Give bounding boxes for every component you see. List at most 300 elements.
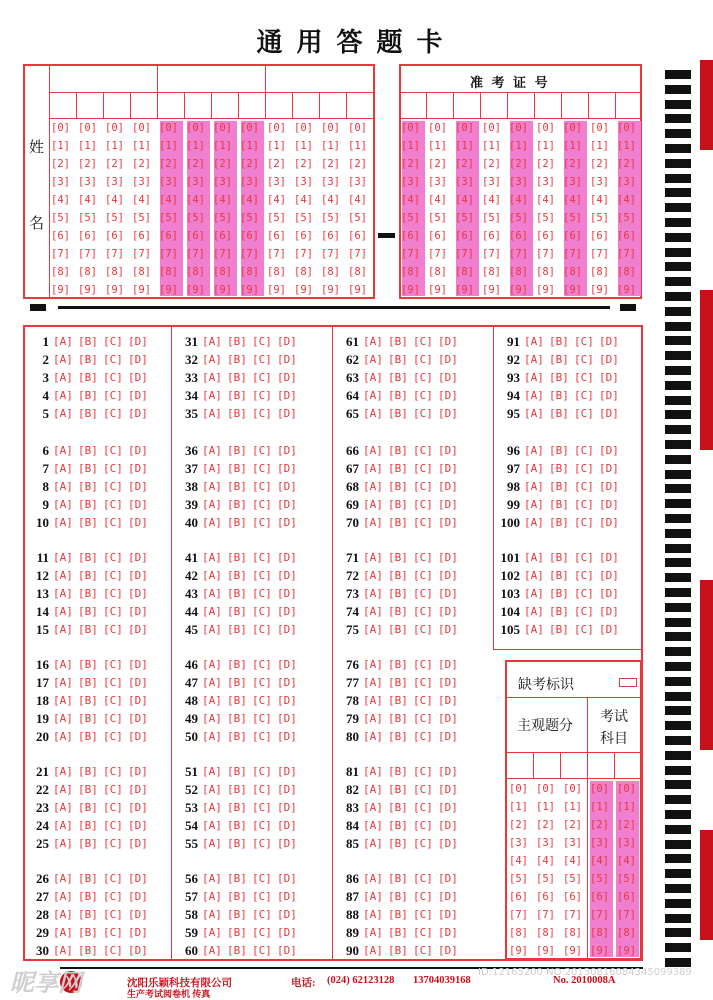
answer-bubble[interactable]: [B] — [388, 516, 408, 529]
name-digit-bubble[interactable]: [2] — [348, 158, 367, 170]
answer-bubble[interactable]: [B] — [549, 498, 569, 511]
answer-bubble[interactable]: [D] — [277, 712, 297, 725]
answer-bubble[interactable]: [D] — [277, 658, 297, 671]
answer-bubble[interactable]: [A] — [363, 783, 383, 796]
answer-bubble[interactable]: [A] — [363, 908, 383, 921]
answer-bubble[interactable]: [C] — [413, 335, 433, 348]
answer-bubble[interactable]: [A] — [363, 712, 383, 725]
answer-bubble[interactable]: [B] — [78, 623, 98, 636]
subject-digit-bubble[interactable]: [2] — [536, 819, 555, 831]
answer-bubble[interactable]: [C] — [252, 569, 272, 582]
answer-bubble[interactable]: [D] — [128, 944, 148, 957]
answer-bubble[interactable]: [A] — [53, 444, 73, 457]
answer-bubble[interactable]: [B] — [227, 516, 247, 529]
answer-bubble[interactable]: [A] — [363, 480, 383, 493]
answer-bubble[interactable]: [B] — [227, 498, 247, 511]
answer-bubble[interactable]: [B] — [549, 605, 569, 618]
admission-digit-bubble[interactable]: [8] — [428, 266, 447, 278]
answer-bubble[interactable]: [D] — [277, 801, 297, 814]
answer-bubble[interactable]: [A] — [53, 944, 73, 957]
answer-bubble[interactable]: [B] — [227, 694, 247, 707]
answer-bubble[interactable]: [A] — [53, 335, 73, 348]
answer-bubble[interactable]: [C] — [252, 353, 272, 366]
subject-digit-bubble[interactable]: [7] — [536, 909, 555, 921]
answer-bubble[interactable]: [A] — [524, 480, 544, 493]
answer-bubble[interactable]: [D] — [599, 551, 619, 564]
answer-bubble[interactable]: [B] — [388, 837, 408, 850]
name-digit-bubble[interactable]: [4] — [321, 194, 340, 206]
answer-bubble[interactable]: [B] — [78, 712, 98, 725]
answer-bubble[interactable]: [B] — [227, 890, 247, 903]
answer-bubble[interactable]: [B] — [227, 462, 247, 475]
subject-digit-bubble[interactable]: [0] — [509, 783, 528, 795]
admission-digit-bubble[interactable]: [0] — [482, 122, 501, 134]
name-digit-bubble[interactable]: [4] — [78, 194, 97, 206]
answer-bubble[interactable]: [C] — [252, 712, 272, 725]
subject-digit-bubble[interactable]: [4] — [590, 855, 609, 867]
admission-digit-bubble[interactable]: [5] — [509, 212, 528, 224]
name-digit-bubble[interactable]: [0] — [240, 122, 259, 134]
name-digit-bubble[interactable]: [1] — [321, 140, 340, 152]
answer-bubble[interactable]: [C] — [103, 335, 123, 348]
name-digit-bubble[interactable]: [2] — [240, 158, 259, 170]
answer-bubble[interactable]: [B] — [388, 551, 408, 564]
subject-digit-bubble[interactable]: [2] — [563, 819, 582, 831]
answer-bubble[interactable]: [B] — [549, 444, 569, 457]
answer-bubble[interactable]: [A] — [53, 587, 73, 600]
answer-bubble[interactable]: [D] — [277, 551, 297, 564]
answer-bubble[interactable]: [D] — [438, 389, 458, 402]
answer-bubble[interactable]: [D] — [128, 658, 148, 671]
answer-bubble[interactable]: [D] — [438, 801, 458, 814]
answer-bubble[interactable]: [D] — [438, 623, 458, 636]
answer-bubble[interactable]: [C] — [252, 730, 272, 743]
answer-bubble[interactable]: [B] — [78, 837, 98, 850]
answer-bubble[interactable]: [D] — [277, 926, 297, 939]
answer-bubble[interactable]: [C] — [413, 676, 433, 689]
name-digit-bubble[interactable]: [6] — [159, 230, 178, 242]
answer-bubble[interactable]: [A] — [202, 872, 222, 885]
name-digit-bubble[interactable]: [3] — [132, 176, 151, 188]
answer-bubble[interactable]: [A] — [524, 462, 544, 475]
subject-digit-bubble[interactable]: [4] — [536, 855, 555, 867]
answer-bubble[interactable]: [D] — [599, 587, 619, 600]
answer-bubble[interactable]: [A] — [202, 516, 222, 529]
answer-bubble[interactable]: [A] — [363, 335, 383, 348]
answer-bubble[interactable]: [D] — [599, 371, 619, 384]
name-digit-bubble[interactable]: [9] — [321, 284, 340, 296]
admission-digit-bubble[interactable]: [4] — [536, 194, 555, 206]
answer-bubble[interactable]: [A] — [53, 480, 73, 493]
admission-digit-bubble[interactable]: [0] — [401, 122, 420, 134]
answer-bubble[interactable]: [D] — [438, 890, 458, 903]
subject-digit-bubble[interactable]: [5] — [536, 873, 555, 885]
answer-bubble[interactable]: [C] — [103, 407, 123, 420]
name-digit-bubble[interactable]: [5] — [132, 212, 151, 224]
admission-digit-bubble[interactable]: [3] — [482, 176, 501, 188]
name-digit-bubble[interactable]: [6] — [213, 230, 232, 242]
answer-bubble[interactable]: [C] — [103, 605, 123, 618]
answer-bubble[interactable]: [A] — [202, 480, 222, 493]
admission-digit-bubble[interactable]: [2] — [482, 158, 501, 170]
answer-bubble[interactable]: [A] — [524, 551, 544, 564]
answer-bubble[interactable]: [B] — [78, 676, 98, 689]
answer-bubble[interactable]: [B] — [78, 587, 98, 600]
answer-bubble[interactable]: [D] — [438, 712, 458, 725]
name-digit-bubble[interactable]: [3] — [267, 176, 286, 188]
admission-digit-bubble[interactable]: [6] — [428, 230, 447, 242]
answer-bubble[interactable]: [D] — [128, 908, 148, 921]
answer-bubble[interactable]: [A] — [363, 587, 383, 600]
answer-bubble[interactable]: [A] — [524, 407, 544, 420]
name-digit-bubble[interactable]: [1] — [213, 140, 232, 152]
answer-bubble[interactable]: [A] — [53, 765, 73, 778]
admission-digit-bubble[interactable]: [0] — [428, 122, 447, 134]
answer-bubble[interactable]: [B] — [549, 516, 569, 529]
answer-bubble[interactable]: [D] — [128, 837, 148, 850]
admission-digit-bubble[interactable]: [4] — [455, 194, 474, 206]
subject-digit-bubble[interactable]: [1] — [536, 801, 555, 813]
answer-bubble[interactable]: [B] — [78, 462, 98, 475]
subject-digit-bubble[interactable]: [8] — [563, 927, 582, 939]
answer-bubble[interactable]: [D] — [128, 819, 148, 832]
answer-bubble[interactable]: [B] — [227, 569, 247, 582]
admission-digit-bubble[interactable]: [8] — [617, 266, 636, 278]
admission-digit-bubble[interactable]: [5] — [590, 212, 609, 224]
admission-digit-bubble[interactable]: [3] — [617, 176, 636, 188]
answer-bubble[interactable]: [D] — [128, 569, 148, 582]
name-digit-bubble[interactable]: [1] — [159, 140, 178, 152]
admission-digit-bubble[interactable]: [7] — [590, 248, 609, 260]
answer-bubble[interactable]: [C] — [413, 908, 433, 921]
answer-bubble[interactable]: [D] — [438, 837, 458, 850]
answer-bubble[interactable]: [B] — [78, 407, 98, 420]
subject-digit-bubble[interactable]: [6] — [536, 891, 555, 903]
answer-bubble[interactable]: [C] — [574, 498, 594, 511]
answer-bubble[interactable]: [A] — [53, 801, 73, 814]
name-digit-bubble[interactable]: [0] — [78, 122, 97, 134]
answer-bubble[interactable]: [C] — [574, 587, 594, 600]
answer-bubble[interactable]: [C] — [413, 890, 433, 903]
answer-bubble[interactable]: [C] — [413, 516, 433, 529]
answer-bubble[interactable]: [C] — [574, 353, 594, 366]
answer-bubble[interactable]: [D] — [599, 480, 619, 493]
answer-bubble[interactable]: [C] — [413, 587, 433, 600]
answer-bubble[interactable]: [A] — [363, 605, 383, 618]
answer-bubble[interactable]: [C] — [574, 480, 594, 493]
answer-bubble[interactable]: [C] — [103, 712, 123, 725]
answer-bubble[interactable]: [D] — [599, 569, 619, 582]
answer-bubble[interactable]: [A] — [53, 676, 73, 689]
answer-bubble[interactable]: [A] — [363, 353, 383, 366]
name-digit-bubble[interactable]: [5] — [294, 212, 313, 224]
answer-bubble[interactable]: [D] — [128, 444, 148, 457]
answer-bubble[interactable]: [D] — [128, 890, 148, 903]
admission-digit-bubble[interactable]: [1] — [455, 140, 474, 152]
answer-bubble[interactable]: [D] — [599, 462, 619, 475]
subject-digit-bubble[interactable]: [2] — [617, 819, 636, 831]
name-digit-bubble[interactable]: [7] — [240, 248, 259, 260]
admission-digit-bubble[interactable]: [9] — [455, 284, 474, 296]
answer-bubble[interactable]: [D] — [438, 944, 458, 957]
answer-bubble[interactable]: [B] — [227, 587, 247, 600]
answer-bubble[interactable]: [C] — [252, 389, 272, 402]
answer-bubble[interactable]: [D] — [128, 389, 148, 402]
admission-digit-bubble[interactable]: [2] — [563, 158, 582, 170]
admission-digit-bubble[interactable]: [2] — [590, 158, 609, 170]
name-digit-bubble[interactable]: [5] — [186, 212, 205, 224]
name-digit-bubble[interactable]: [6] — [294, 230, 313, 242]
answer-bubble[interactable]: [C] — [252, 926, 272, 939]
admission-digit-bubble[interactable]: [0] — [455, 122, 474, 134]
name-digit-bubble[interactable]: [6] — [267, 230, 286, 242]
answer-bubble[interactable]: [C] — [252, 623, 272, 636]
admission-digit-bubble[interactable]: [0] — [563, 122, 582, 134]
answer-bubble[interactable]: [B] — [388, 926, 408, 939]
subject-digit-bubble[interactable]: [4] — [509, 855, 528, 867]
answer-bubble[interactable]: [A] — [202, 353, 222, 366]
answer-bubble[interactable]: [D] — [277, 407, 297, 420]
answer-bubble[interactable]: [C] — [252, 498, 272, 511]
answer-bubble[interactable]: [D] — [277, 569, 297, 582]
answer-bubble[interactable]: [A] — [524, 389, 544, 402]
answer-bubble[interactable]: [A] — [53, 837, 73, 850]
subject-digit-bubble[interactable]: [3] — [617, 837, 636, 849]
name-digit-bubble[interactable]: [9] — [348, 284, 367, 296]
name-digit-bubble[interactable]: [2] — [267, 158, 286, 170]
admission-digit-bubble[interactable]: [3] — [563, 176, 582, 188]
answer-bubble[interactable]: [A] — [53, 694, 73, 707]
answer-bubble[interactable]: [A] — [524, 444, 544, 457]
answer-bubble[interactable]: [C] — [252, 872, 272, 885]
admission-digit-bubble[interactable]: [8] — [536, 266, 555, 278]
answer-bubble[interactable]: [C] — [413, 371, 433, 384]
admission-digit-bubble[interactable]: [3] — [509, 176, 528, 188]
answer-bubble[interactable]: [C] — [252, 819, 272, 832]
answer-bubble[interactable]: [D] — [438, 371, 458, 384]
answer-bubble[interactable]: [B] — [78, 551, 98, 564]
answer-bubble[interactable]: [C] — [574, 462, 594, 475]
answer-bubble[interactable]: [B] — [227, 480, 247, 493]
answer-bubble[interactable]: [C] — [252, 462, 272, 475]
name-digit-bubble[interactable]: [0] — [132, 122, 151, 134]
answer-bubble[interactable]: [C] — [252, 516, 272, 529]
answer-bubble[interactable]: [B] — [388, 389, 408, 402]
subject-digit-bubble[interactable]: [8] — [509, 927, 528, 939]
answer-bubble[interactable]: [C] — [252, 801, 272, 814]
answer-bubble[interactable]: [D] — [277, 371, 297, 384]
answer-bubble[interactable]: [C] — [252, 480, 272, 493]
admission-digit-bubble[interactable]: [0] — [536, 122, 555, 134]
name-digit-bubble[interactable]: [9] — [240, 284, 259, 296]
name-digit-bubble[interactable]: [6] — [51, 230, 70, 242]
answer-bubble[interactable]: [B] — [227, 444, 247, 457]
answer-bubble[interactable]: [B] — [78, 801, 98, 814]
answer-bubble[interactable]: [A] — [363, 819, 383, 832]
answer-bubble[interactable]: [C] — [103, 516, 123, 529]
admission-digit-bubble[interactable]: [6] — [563, 230, 582, 242]
answer-bubble[interactable]: [B] — [388, 908, 408, 921]
answer-bubble[interactable]: [A] — [524, 498, 544, 511]
answer-bubble[interactable]: [D] — [277, 353, 297, 366]
answer-bubble[interactable]: [A] — [363, 658, 383, 671]
answer-bubble[interactable]: [D] — [128, 694, 148, 707]
admission-digit-bubble[interactable]: [9] — [509, 284, 528, 296]
answer-bubble[interactable]: [B] — [78, 926, 98, 939]
answer-bubble[interactable]: [A] — [202, 837, 222, 850]
answer-bubble[interactable]: [D] — [128, 498, 148, 511]
answer-bubble[interactable]: [A] — [202, 407, 222, 420]
subject-digit-bubble[interactable]: [1] — [509, 801, 528, 813]
admission-digit-bubble[interactable]: [9] — [590, 284, 609, 296]
admission-digit-bubble[interactable]: [8] — [509, 266, 528, 278]
admission-digit-bubble[interactable]: [3] — [428, 176, 447, 188]
answer-bubble[interactable]: [A] — [524, 587, 544, 600]
answer-bubble[interactable]: [B] — [78, 872, 98, 885]
answer-bubble[interactable]: [D] — [599, 389, 619, 402]
answer-bubble[interactable]: [C] — [103, 353, 123, 366]
answer-bubble[interactable]: [C] — [103, 498, 123, 511]
answer-bubble[interactable]: [A] — [363, 498, 383, 511]
answer-bubble[interactable]: [B] — [549, 335, 569, 348]
answer-bubble[interactable]: [D] — [599, 353, 619, 366]
answer-bubble[interactable]: [C] — [574, 551, 594, 564]
subject-digit-bubble[interactable]: [6] — [509, 891, 528, 903]
name-digit-bubble[interactable]: [8] — [267, 266, 286, 278]
name-digit-bubble[interactable]: [3] — [321, 176, 340, 188]
name-digit-bubble[interactable]: [6] — [105, 230, 124, 242]
name-digit-bubble[interactable]: [1] — [105, 140, 124, 152]
answer-bubble[interactable]: [B] — [227, 676, 247, 689]
admission-digit-bubble[interactable]: [7] — [563, 248, 582, 260]
name-digit-bubble[interactable]: [9] — [105, 284, 124, 296]
answer-bubble[interactable]: [D] — [128, 353, 148, 366]
name-digit-bubble[interactable]: [7] — [78, 248, 97, 260]
answer-bubble[interactable]: [D] — [438, 765, 458, 778]
answer-bubble[interactable]: [A] — [524, 335, 544, 348]
answer-bubble[interactable]: [A] — [202, 819, 222, 832]
answer-bubble[interactable]: [B] — [227, 712, 247, 725]
subject-digit-bubble[interactable]: [3] — [536, 837, 555, 849]
answer-bubble[interactable]: [D] — [438, 444, 458, 457]
admission-digit-bubble[interactable]: [4] — [590, 194, 609, 206]
answer-bubble[interactable]: [D] — [599, 407, 619, 420]
admission-digit-bubble[interactable]: [2] — [401, 158, 420, 170]
answer-bubble[interactable]: [C] — [103, 944, 123, 957]
name-digit-bubble[interactable]: [3] — [51, 176, 70, 188]
answer-bubble[interactable]: [B] — [227, 623, 247, 636]
subject-digit-bubble[interactable]: [6] — [617, 891, 636, 903]
answer-bubble[interactable]: [B] — [78, 498, 98, 511]
admission-digit-bubble[interactable]: [5] — [455, 212, 474, 224]
admission-digit-bubble[interactable]: [6] — [401, 230, 420, 242]
admission-digit-bubble[interactable]: [0] — [509, 122, 528, 134]
answer-bubble[interactable]: [C] — [252, 944, 272, 957]
name-digit-bubble[interactable]: [4] — [240, 194, 259, 206]
answer-bubble[interactable]: [D] — [128, 480, 148, 493]
name-digit-bubble[interactable]: [5] — [78, 212, 97, 224]
answer-bubble[interactable]: [A] — [202, 730, 222, 743]
admission-digit-bubble[interactable]: [3] — [455, 176, 474, 188]
name-digit-bubble[interactable]: [7] — [51, 248, 70, 260]
answer-bubble[interactable]: [C] — [252, 444, 272, 457]
answer-bubble[interactable]: [B] — [227, 908, 247, 921]
subject-digit-bubble[interactable]: [8] — [590, 927, 609, 939]
admission-digit-bubble[interactable]: [0] — [617, 122, 636, 134]
answer-bubble[interactable]: [B] — [227, 801, 247, 814]
answer-bubble[interactable]: [C] — [413, 712, 433, 725]
answer-bubble[interactable]: [B] — [388, 712, 408, 725]
admission-digit-bubble[interactable]: [4] — [563, 194, 582, 206]
answer-bubble[interactable]: [A] — [202, 801, 222, 814]
answer-bubble[interactable]: [B] — [78, 944, 98, 957]
answer-bubble[interactable]: [D] — [438, 658, 458, 671]
answer-bubble[interactable]: [A] — [53, 623, 73, 636]
answer-bubble[interactable]: [D] — [128, 676, 148, 689]
answer-bubble[interactable]: [A] — [53, 353, 73, 366]
subject-digit-bubble[interactable]: [4] — [617, 855, 636, 867]
answer-bubble[interactable]: [A] — [202, 783, 222, 796]
answer-bubble[interactable]: [A] — [53, 872, 73, 885]
name-digit-bubble[interactable]: [6] — [348, 230, 367, 242]
admission-digit-bubble[interactable]: [6] — [509, 230, 528, 242]
answer-bubble[interactable]: [B] — [549, 389, 569, 402]
answer-bubble[interactable]: [C] — [252, 837, 272, 850]
answer-bubble[interactable]: [B] — [549, 407, 569, 420]
name-digit-bubble[interactable]: [4] — [348, 194, 367, 206]
answer-bubble[interactable]: [A] — [363, 516, 383, 529]
answer-bubble[interactable]: [C] — [103, 569, 123, 582]
name-digit-bubble[interactable]: [1] — [132, 140, 151, 152]
answer-bubble[interactable]: [B] — [388, 371, 408, 384]
name-digit-bubble[interactable]: [1] — [78, 140, 97, 152]
answer-bubble[interactable]: [B] — [388, 819, 408, 832]
answer-bubble[interactable]: [D] — [438, 926, 458, 939]
name-digit-bubble[interactable]: [0] — [213, 122, 232, 134]
answer-bubble[interactable]: [A] — [53, 389, 73, 402]
name-digit-bubble[interactable]: [7] — [186, 248, 205, 260]
name-digit-bubble[interactable]: [3] — [240, 176, 259, 188]
answer-bubble[interactable]: [C] — [103, 462, 123, 475]
answer-bubble[interactable]: [C] — [252, 551, 272, 564]
answer-bubble[interactable]: [D] — [277, 730, 297, 743]
answer-bubble[interactable]: [A] — [202, 371, 222, 384]
name-digit-bubble[interactable]: [9] — [132, 284, 151, 296]
answer-bubble[interactable]: [B] — [227, 335, 247, 348]
name-digit-bubble[interactable]: [3] — [294, 176, 313, 188]
answer-bubble[interactable]: [B] — [388, 765, 408, 778]
admission-digit-bubble[interactable]: [1] — [617, 140, 636, 152]
admission-digit-bubble[interactable]: [1] — [428, 140, 447, 152]
answer-bubble[interactable]: [D] — [438, 551, 458, 564]
name-digit-bubble[interactable]: [3] — [105, 176, 124, 188]
answer-bubble[interactable]: [A] — [363, 694, 383, 707]
name-digit-bubble[interactable]: [0] — [348, 122, 367, 134]
admission-digit-bubble[interactable]: [8] — [563, 266, 582, 278]
answer-bubble[interactable]: [D] — [277, 890, 297, 903]
answer-bubble[interactable]: [D] — [599, 444, 619, 457]
answer-bubble[interactable]: [A] — [524, 569, 544, 582]
answer-bubble[interactable]: [A] — [202, 694, 222, 707]
answer-bubble[interactable]: [B] — [227, 389, 247, 402]
answer-bubble[interactable]: [A] — [202, 498, 222, 511]
name-digit-bubble[interactable]: [3] — [348, 176, 367, 188]
answer-bubble[interactable]: [B] — [227, 605, 247, 618]
answer-bubble[interactable]: [B] — [78, 480, 98, 493]
name-digit-bubble[interactable]: [8] — [51, 266, 70, 278]
admission-digit-bubble[interactable]: [8] — [401, 266, 420, 278]
answer-bubble[interactable]: [A] — [53, 407, 73, 420]
